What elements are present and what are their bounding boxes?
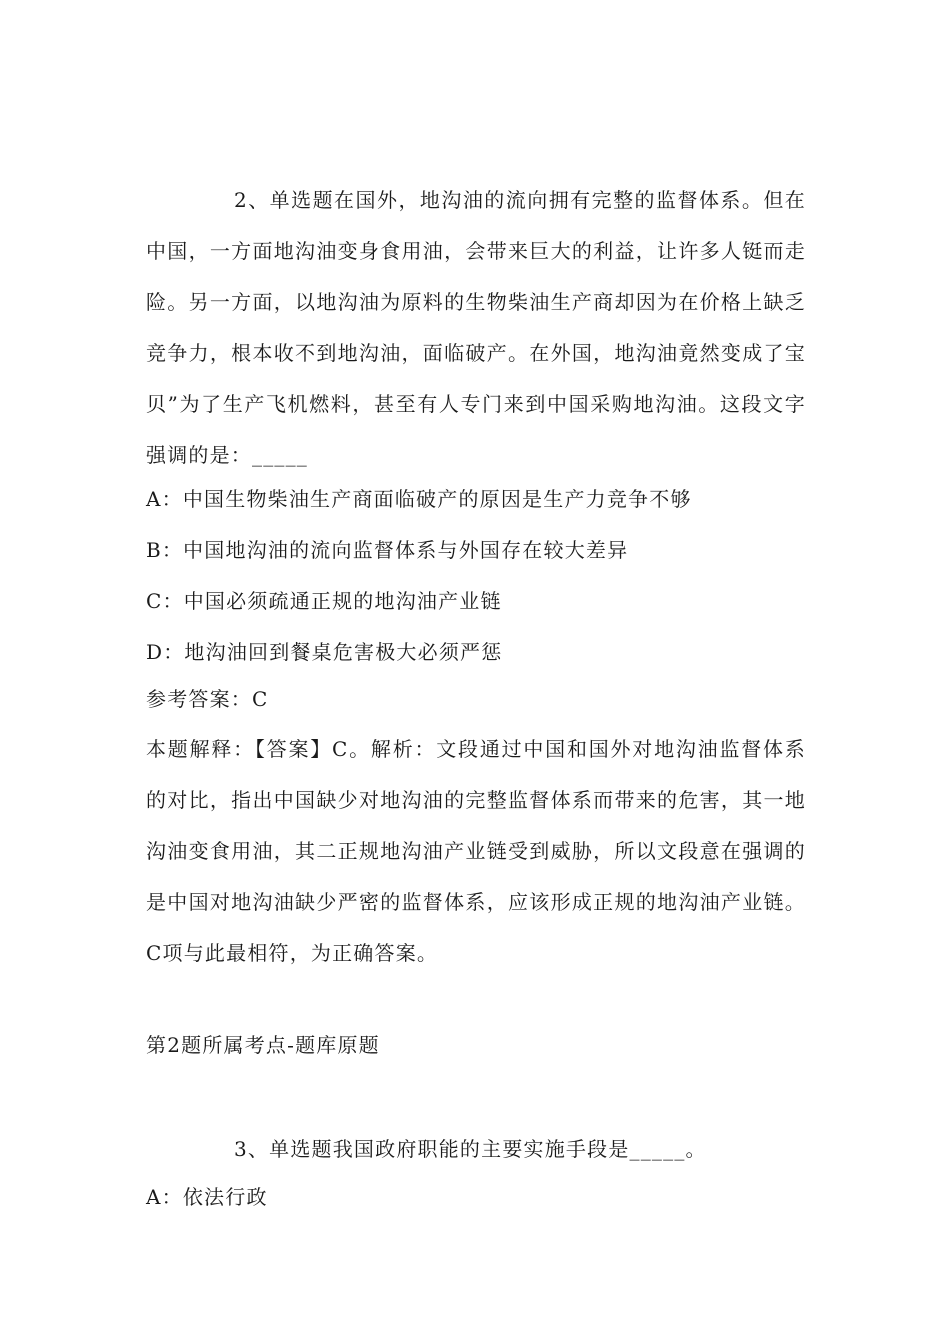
question-3-stem-text: 3、单选题我国政府职能的主要实施手段是_____。 [234,1137,707,1161]
question-2-stem [146,175,806,481]
question-2-option-c: C：中国必须疏通正规的地沟油产业链 [146,589,502,613]
question-3-stem [146,1124,806,1175]
question-2-stem-text: 2、单选题在国外，地沟油的流向拥有完整的监督体系。但在中国，一方面地沟油变身食用油，会带来巨大的利益，让许多人铤而走险。另一方面，以地沟油为原料的生物柴油生产商却因为在价格上缺乏竞争力，根本收不到地沟油，面临破产。在外国，地沟油竟然变成了宝贝”为了生产飞机燃料，甚至有人专门来到中国采购地沟油。这段文字强调的是：_____ [146,188,806,467]
question-2-answer-text: 参考答案：C [146,687,269,711]
question-3-options [146,1172,806,1223]
question-2-option-b: B：中国地沟油的流向监督体系与外国存在较大差异 [146,538,629,562]
question-2-answer [146,674,806,725]
question-2-option-d: D：地沟油回到餐桌危害极大必须严惩 [146,640,503,664]
question-2-explanation [146,724,806,979]
question-2-topic-text: 第2题所属考点-题库原题 [146,1033,380,1057]
question-2-option-a: A：中国生物柴油生产商面临破产的原因是生产力竞争不够 [146,487,692,511]
question-2-options [146,474,806,678]
question-2-topic [146,1020,806,1071]
question-2-explanation-text: 本题解释：【答案】C。解析：文段通过中国和国外对地沟油监督体系的对比，指出中国缺少对地沟油的完整监督体系而带来的危害，其一地沟油变食用油，其二正规地沟油产业链受到威胁，所以文段意在强调的是中国对地沟油缺少严密的监督体系，应该形成正规的地沟油产业链。C项与此最相符，为正确答案。 [146,737,806,965]
question-3-option-a: A：依法行政 [146,1185,268,1209]
